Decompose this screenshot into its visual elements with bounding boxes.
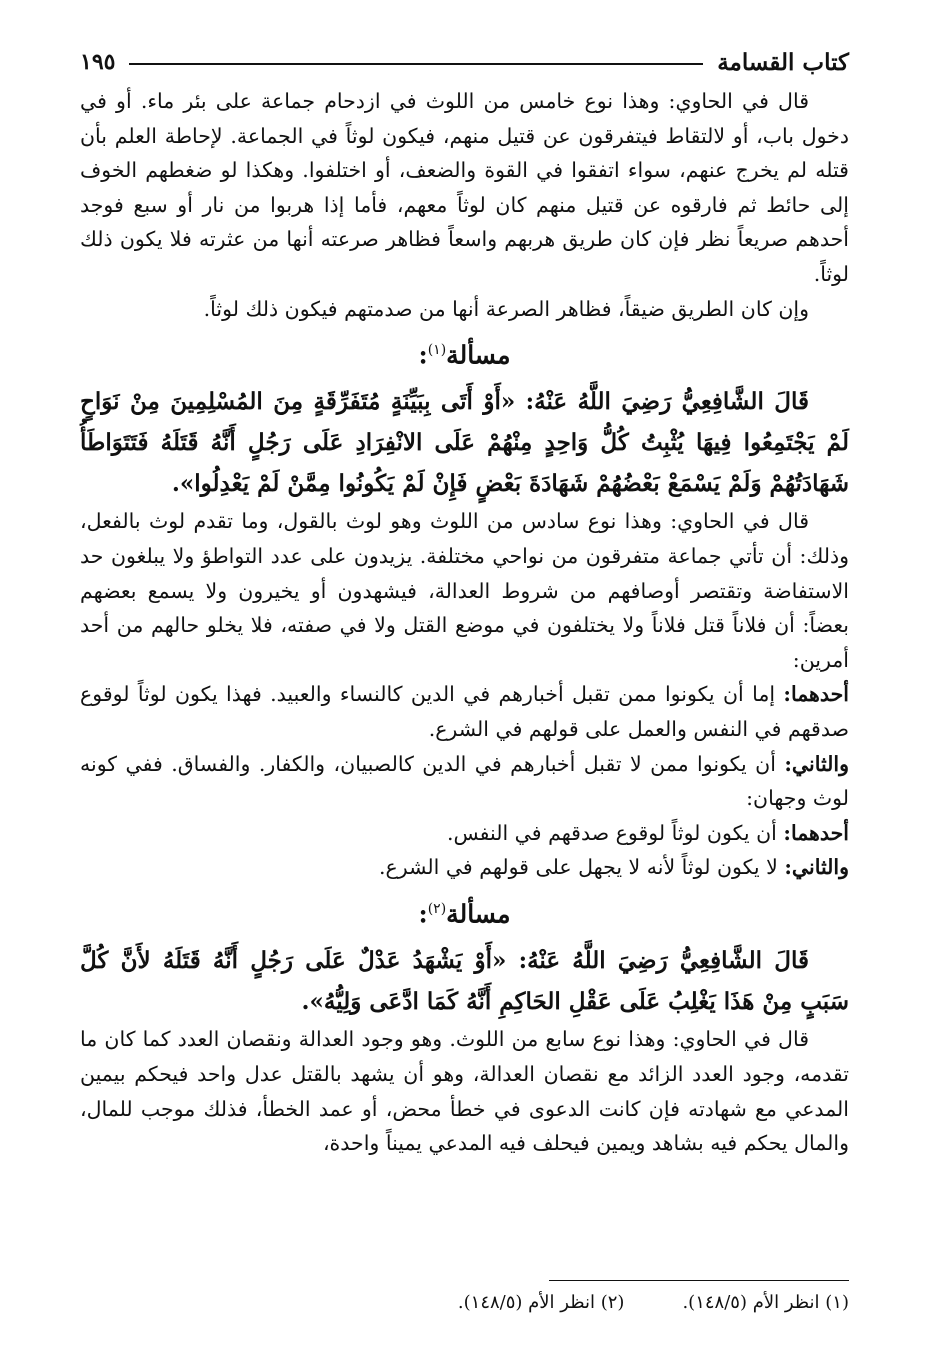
shafii-quote-2: قَالَ الشَّافِعِيُّ رَضِيَ اللَّهُ عَنْهُ: «أَوْ يَشْهَدُ عَدْلٌ عَلَى رَجُلٍ أَنَّهُ قَتَلَهُ لأَنَّ كُلَّ سَبَبٍ مِنْ هَذَا يَغْلِبُ عَلَى عَقْلِ الحَاكِمِ أَنَّهُ كَمَا ادَّعَى وَلِيُّهُ». [80,947,849,1016]
masala-colon: : [418,340,428,370]
paragraph-text: لا يكون لوثاً لأنه لا يجهل على قولهم في الشرع. [379,855,785,880]
footnote-ref-2: (٢) [427,901,447,918]
paragraph-2: وإن كان الطريق ضيقاً، فظاهر الصرعة أنها من صدمتهم فيكون ذلك لوثاً. [203,296,809,321]
shafii-quote-1: قَالَ الشَّافِعِيُّ رَضِيَ اللَّهُ عَنْهُ: «أَوْ أَتَى بِبَيِّنَةٍ مُتَفَرِّقَةٍ مِنَ المُسْلِمِينَ مِنْ نَوَاحٍ لَمْ يَجْتَمِعُوا فِيهَا يُثْبِتُ كُلُّ وَاحِدٍ مِنْهُمْ عَلَى الانْفِرَادِ عَلَى رَجُلٍ أَنَّهُ قَتَلَهُ فَتَتَوَاطَأُ شَهَادَتُهُمْ وَلَمْ يَسْمَعْ بَعْضُهُمْ شَهَادَةَ بَعْضٍ فَإِنْ لَمْ يَكُونُوا مِمَّنْ لَمْ يَعْدِلُوا». [80,388,849,498]
paragraph-7 [80,850,849,885]
paragraph-text: أن يكونوا ممن لا تقبل أخبارهم في الدين كالصبيان، والكفار. والفساق. ففي كونه لوث وجهان: [80,751,849,811]
paragraph-8: قال في الحاوي: وهذا نوع سابع من اللوث. وهو وجود العدالة ونقصان العدد كما كان ما تقدمه، وجود العدد الزائد مع نقصان العدالة، وهو أن يشهد بالقتل عدل واحد فيحكم بيمين المدعي مع شهادته فإن كانت الدعوى في خطأ محض، أو عمد الخطأ، فذلك موجب للمال، والمال يحكم فيه بشاهد ويمين فيحلف فيه المدعي يميناً واحدة، [80,1027,849,1156]
chapter-title: كتاب القسامة [717,48,849,76]
masala-word: مسألة [446,899,511,929]
lead-term: أحدهما: [783,682,849,707]
masala-heading-2 [80,887,849,936]
paragraph-6 [80,816,849,851]
lead-term: أحدهما: [783,820,849,845]
paragraph-text: إما أن يكونوا ممن تقبل أخبارهم في الدين كالنساء والعبيد. فهذا يكون لوثاً لوقوع صدقهم في النفس والعمل على قولهم في الشرع. [80,682,849,742]
paragraph-1: قال في الحاوي: وهذا نوع خامس من اللوث في ازدحام جماعة على بئر ماء. أو في دخول باب، أو لالتقاط فيتفرقون عن قتيل منهم، فيكون لوثاً في الجماعة. لإحاطة العلم بأن قتله لم يخرج عنهم، سواء اتفقوا في القوة والضعف، أو اختلفوا. وهكذا لو ضغطهم الخوف إلى حائط ثم فارقوه عن قتيل منهم كان لوثاً معهم، فأما إذا هربوا من نار أو سبع فوجد أحدهم صريعاً نظر فإن كان طريق هربهم واسعاً فظاهر صرعته أنها من عثرته فلا يكون ذلك لوثاً. [80,89,849,286]
paragraph-3: قال في الحاوي: وهذا نوع سادس من اللوث وهو لوث بالقول، وما تقدم لوث بالفعل، وذلك: أن تأتي جماعة متفرقون من نواحي مختلفة. يزيدون على عدد التواطؤ ولا يبلغون حد الاستفاضة وتقتصر أوصافهم من شروط العدالة، فيشهدون أو يخيرون ولا يسمع بعضهم بعضاً: أن فلاناً قتل فلاناً ولا يختلفون في موضع القتل ولا في صفته، فلا يخلو حالهم من أحد أمرين: [80,509,849,672]
footnote-2: (٢) انظر الأم (١٤٨/٥). [457,1292,625,1313]
header-rule [129,63,703,65]
masala-heading-1 [80,328,849,377]
paragraph-text: أن يكون لوثاً لوقوع صدقهم في النفس. [447,820,784,845]
masala-colon: : [418,899,428,929]
page-body [80,84,849,1161]
masala-word: مسألة [446,340,511,370]
page-number: ١٩٥ [80,49,116,75]
page-header [80,44,849,80]
footnote-rule [549,1280,849,1281]
lead-term: والثاني: [784,751,849,776]
footnotes [80,1288,849,1318]
footnote-1: (١) انظر الأم (١٤٨/٥). [682,1292,849,1313]
paragraph-5 [80,747,849,816]
paragraph-4 [80,677,849,746]
footnote-ref-1: (١) [427,342,447,359]
lead-term: والثاني: [784,855,849,880]
